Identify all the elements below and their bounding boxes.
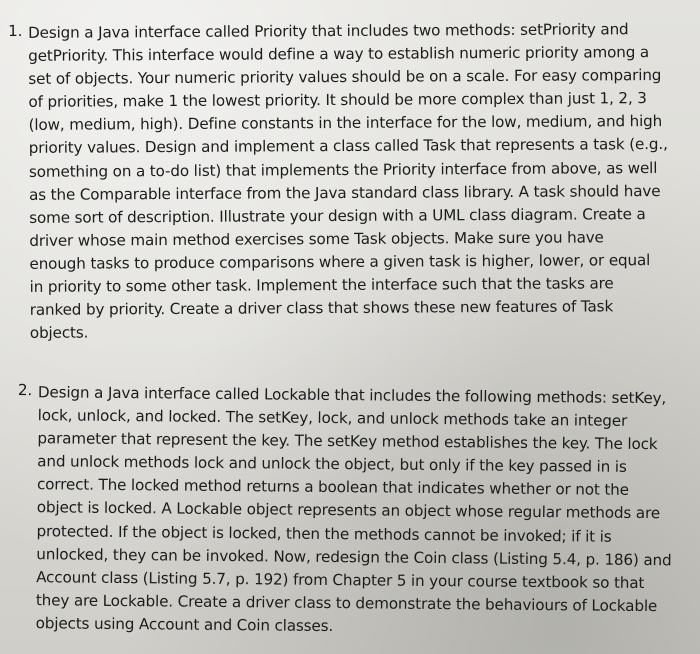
text-line: set of objects. Your numeric priority values should be on a scale. For easy comparing [28,66,662,89]
text-line: priority values. Design and implement a class called Task that represents a task (e.g., [28,135,668,158]
text-line: unlocked, they can be invoked. Now, redesign the Coin class (Listing 5.4, p. 186) and [36,544,672,569]
text-line: objects. [29,323,89,343]
text-line: object is locked. A Lockable object represents an object whose regular methods are [36,498,661,523]
text-line: protected. If the object is locked, then the methods cannot be invoked; if it is [36,521,612,546]
text-line: of priorities, make 1 the lowest priority. It should be more complex than just 1, 2, 3 [28,89,647,112]
text-line: enough tasks to produce comparisons where a given task is higher, lower, or equal [29,251,651,273]
text-line: parameter that represent the key. The setKey method establishes the key. The lock [37,429,658,454]
question-2-text [36,381,674,641]
text-line: Design a Java interface called Priority that includes two methods: setPriority and [28,20,629,42]
question-1-number: 1. [8,21,23,40]
text-line: in priority to some other task. Implement the interface such that the tasks are [29,274,614,296]
question-2-number: 2. [17,381,33,400]
text-line: Account class (Listing 5.7, p. 192) from Chapter 5 in your course textbook so that [36,567,645,592]
text-line: they are Lockable. Create a driver class to demonstrate the behaviours of Lockable [35,591,658,615]
text-line: objects using Account and Coin classes. [35,614,334,635]
text-line: and unlock methods lock and unlock the object, but only if the key passed in is [37,452,627,477]
text-line: lock, unlock, and locked. The setKey, lock, and unlock methods take an integer [37,406,628,430]
text-line: as the Comparable interface from the Java standard class library. A task should have [28,181,661,204]
text-line: (low, medium, high). Define constants in the interface for the low, medium, and high [28,112,663,135]
text-line: ranked by priority. Create a driver class that shows these new features of Task [29,297,614,319]
text-line: Design a Java interface called Lockable that includes the following methods: setKey, [37,383,667,408]
text-line: some sort of description. Illustrate your design with a UML class diagram. Create a [29,204,646,227]
text-line: something on a to-do list) that implements the Priority interface from above, as well [28,158,658,181]
text-line: getPriority. This interface would define a way to establish numeric priority among a [28,43,650,65]
text-line: correct. The locked method returns a boolean that indicates whether or not the [36,475,629,500]
text-line: driver whose main method exercises some Task objects. Make sure you have [29,228,604,250]
question-1-text [28,18,669,345]
